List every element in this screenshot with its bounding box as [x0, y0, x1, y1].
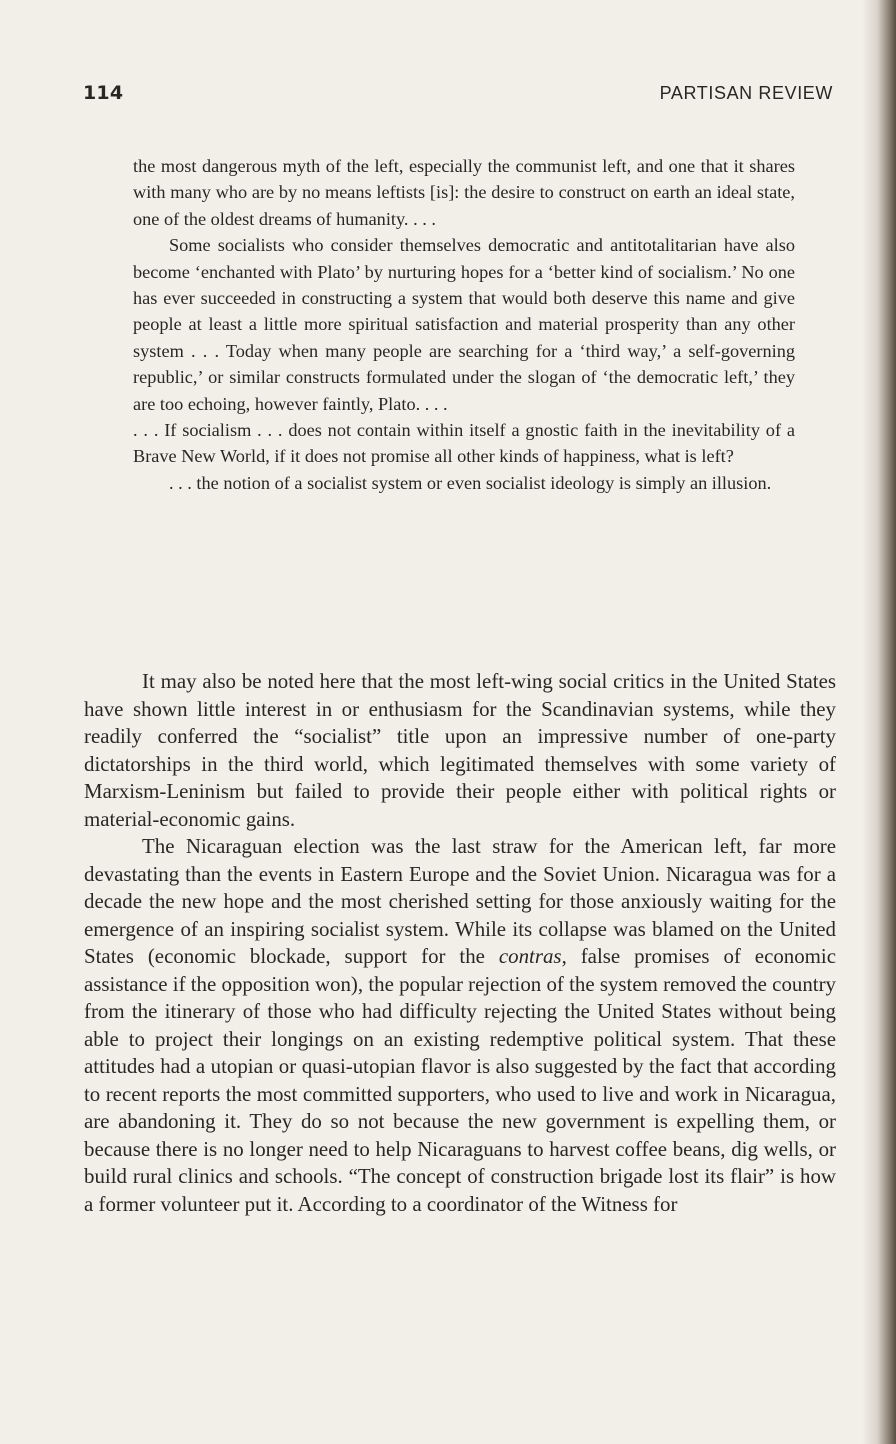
page-number: 114	[83, 82, 124, 104]
body-paragraph-2-text-a: The Nicaraguan election was the last straw for the American left, far more devastating than the events in Eastern Europe and the Soviet Union. Nicaragua was for a decade the new hope and the most cherished setting for those anxiously waiting for the emergence of an inspiring socialist system. While its collapse was blamed on the United States (economic blockade, support for the	[84, 834, 836, 968]
body-text	[84, 668, 836, 1218]
journal-title: PARTISAN REVIEW	[659, 83, 833, 103]
page-binding-shadow	[862, 0, 896, 1444]
body-paragraph-2-text-b: , false promises of economic assistance if the opposition won), the popular rejection of the system removed the country from the itinerary of those who had difficulty rejecting the United States without being able to project their longings on an existing redemptive political system. That these attitudes had a utopian or quasi-utopian flavor is also suggested by the fact that according to recent reports the most committed supporters, who used to live and work in Nicaragua, are abandoning it. They do so not because the new government is expelling them, or because there is no longer need to help Nicaraguans to harvest coffee beans, dig wells, or build rural clinics and schools. “The concept of construction brigade lost its flair” is how a former volunteer put it. According to a coordinator of the Witness for	[84, 944, 837, 1216]
quote-paragraph-4: . . . the notion of a socialist system or even socialist ideology is simply an illusion.	[169, 472, 772, 493]
quote-paragraph-3: . . . If socialism . . . does not contain within itself a gnostic faith in the inevitability of a Brave New World, if it does not promise all other kinds of happiness, what is left?	[133, 420, 795, 467]
quote-paragraph-2: Some socialists who consider themselves democratic and antitotalitarian have also become ‘enchanted with Plato’ by nurturing hopes for a ‘better kind of socialism.’ No one has ever succeeded in constructing a system that would both deserve this name and give people at least a little more spiritual satisfaction and material prosperity than any other system . . . Today when many people are searching for a ‘third way,’ a self-governing republic,’ or similar constructs formulated under the slogan of ‘the democratic left,’ they are too echoing, however faintly, Plato. . . .	[133, 235, 795, 414]
body-paragraph-2	[84, 833, 836, 1218]
body-paragraph-1: It may also be noted here that the most left-wing social critics in the United States have shown little interest in or enthusiasm for the Scandinavian systems, while they readily conferred the “socialist” title upon an impressive number of one-party dictatorships in the third world, which legitimated themselves with some variety of Marxism-Leninism but failed to provide their people either with political rights or material-economic gains.	[84, 669, 836, 831]
body-paragraph-2-italic: contras	[498, 944, 562, 968]
running-head	[83, 82, 833, 108]
quote-paragraph-1: the most dangerous myth of the left, especially the communist left, and one that it shares with many who are by no means leftists [is]: the desire to construct on earth an ideal state, one of the oldest dreams of humanity. . . .	[133, 156, 795, 229]
block-quote	[133, 153, 795, 496]
